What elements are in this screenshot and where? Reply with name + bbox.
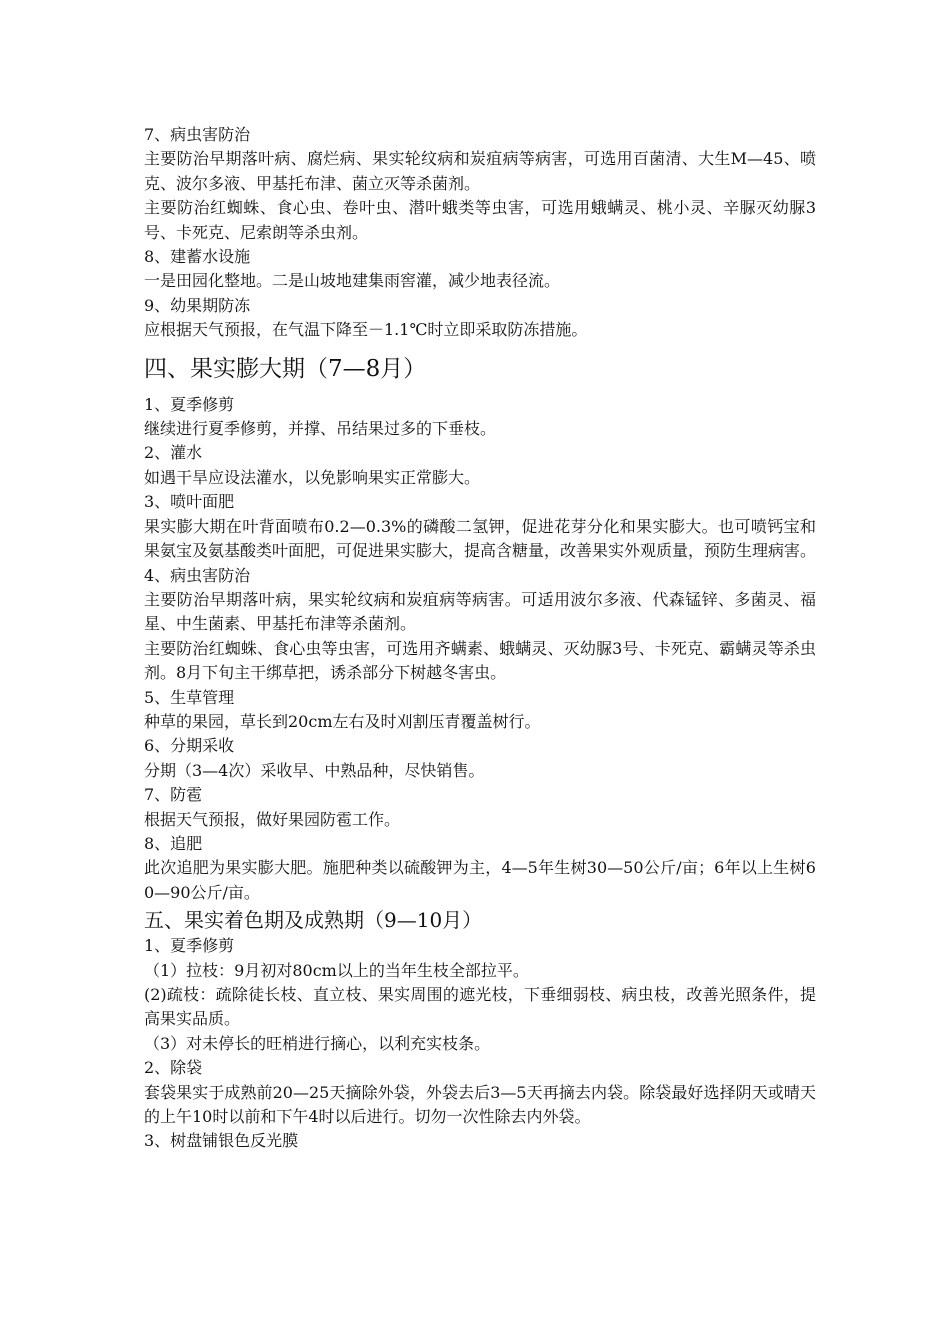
section-top [144,123,816,343]
item-heading: 7、防雹 [144,785,203,805]
item-heading: 1、夏季修剪 [144,394,235,414]
paragraph: 果实膨大期在叶背面喷布0.2—0.3%的磷酸二氢钾，促进花芽分化和果实膨大。也可喷钙宝和果氨宝及氨基酸类叶面肥，可促进果实膨大，提高含糖量，改善果实外观质量，预防生理病害。 [144,516,817,561]
paragraph: 主要防治早期落叶病、腐烂病、果实轮纹病和炭疽病等病害，可选用百菌清、大生M—45、喷克、波尔多液、甲基托布津、菌立灭等杀菌剂。 [144,149,816,193]
paragraph: （3）对未停长的旺梢进行摘心，以利充实枝条。 [144,1033,491,1053]
item-heading: 3、喷叶面肥 [144,492,235,512]
paragraph: 种草的果园，草长到20cm左右及时刈割压青覆盖树行。 [144,711,541,731]
item-heading: 4、病虫害防治 [144,565,251,585]
document-page [144,123,816,1154]
item-heading: 5、生草管理 [144,687,235,707]
item-heading: 3、树盘铺银色反光膜 [144,1131,299,1151]
section-5 [144,934,816,1154]
section-5-title: 五、果实着色期及成熟期（9—10月） [144,908,483,933]
paragraph: 主要防治红蜘蛛、食心虫、卷叶虫、潜叶蛾类等虫害，可选用蛾螨灵、桃小灵、辛脲灭幼脲3号、卡死克、尼索朗等杀虫剂。 [144,198,816,242]
paragraph: 继续进行夏季修剪，并撑、吊结果过多的下垂枝。 [144,419,497,439]
paragraph: (2)疏枝：疏除徒长枝、直立枝、果实周围的遮光枝，下垂细弱枝、病虫枝，改善光照条件，提高果实品质。 [144,985,816,1029]
paragraph: 应根据天气预报，在气温下降至－1.1℃时立即采取防冻措施。 [144,320,588,340]
item-heading: 8、追肥 [144,833,203,853]
paragraph: 根据天气预报，做好果园防雹工作。 [144,809,401,829]
paragraph: 如遇干旱应设法灌水，以免影响果实正常膨大。 [144,467,481,487]
paragraph: 主要防治红蜘蛛、食心虫等虫害，可选用齐螨素、蛾螨灵、灭幼脲3号、卡死克、霸螨灵等杀虫剂。8月下旬主干绑草把，诱杀部分下树越冬害虫。 [144,638,816,683]
section-4-title: 四、果实膨大期（7—8月） [144,355,427,382]
item-heading: 2、除袋 [144,1058,203,1078]
item-heading: 7、病虫害防治 [144,125,251,144]
paragraph: 套袋果实于成熟前20—25天摘除外袋，外袋去后3—5天再摘去内袋。除袋最好选择阴天或晴天的上午10时以前和下午4时以后进行。切勿一次性除去内外袋。 [144,1082,816,1127]
item-heading: 8、建蓄水设施 [144,247,251,267]
paragraph: 分期（3—4次）采收早、中熟品种，尽快销售。 [144,760,485,780]
paragraph: （1）拉枝：9月初对80cm以上的当年生枝全部拉平。 [144,960,529,980]
item-heading: 6、分期采收 [144,736,235,756]
paragraph: 一是田园化整地。二是山坡地建集雨窖灌，减少地表径流。 [144,271,561,291]
item-heading: 1、夏季修剪 [144,936,235,956]
paragraph: 主要防治早期落叶病，果实轮纹病和炭疽病等病害。可适用波尔多液、代森锰锌、多菌灵、福星、中生菌素、甲基托布津等杀菌剂。 [144,589,816,634]
item-heading: 2、灌水 [144,443,203,463]
section-4 [144,393,816,906]
item-heading: 9、幼果期防冻 [144,295,251,315]
paragraph: 此次追肥为果实膨大肥。施肥种类以硫酸钾为主，4—5年生树30—50公斤/亩；6年以上生树60—90公斤/亩。 [144,858,816,902]
